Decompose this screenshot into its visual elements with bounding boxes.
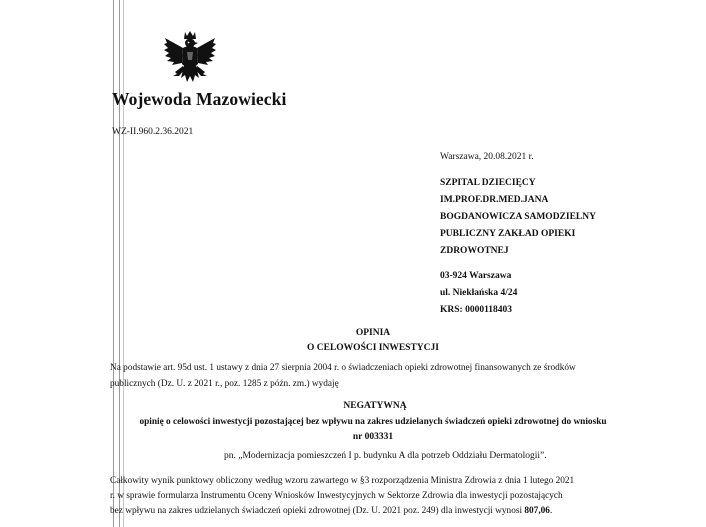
recipient-name-line: IM.PROF.DR.MED.JANA — [440, 195, 549, 205]
legal-basis-paragraph — [110, 360, 650, 392]
score-line — [110, 504, 650, 519]
scan-line — [113, 0, 114, 527]
score-line: r. w sprawie formularza Instrumentu Oceny Wniosków Inwestycyjnych w Sektorze Zdrowia dla inwestycji pozostających — [110, 491, 563, 501]
recipient-name-line: BOGDANOWICZA SAMODZIELNY — [440, 212, 596, 222]
document-title: OPINIA — [355, 328, 391, 338]
legal-basis-line: Na podstawie art. 95d ust. 1 ustawy z dnia 27 sierpnia 2004 r. o świadczeniach opieki zdrowotnej finansowanych ze środków — [110, 363, 576, 373]
document-subtitle: O CELOWOŚCI INWESTYCJI — [307, 343, 439, 353]
recipient-street: ul. Niekłańska 4/24 — [440, 288, 518, 298]
score-value: 807,06 — [524, 506, 550, 516]
score-line: Całkowity wynik punktowy obliczony według wzoru zawartego w §3 rozporządzenia Ministra Zdrowia z dnia 1 lutego 2021 — [110, 476, 575, 486]
polish-eagle-emblem-icon — [163, 30, 217, 88]
recipient-name-line: ZDROWOTNEJ — [440, 246, 509, 256]
scan-line — [119, 0, 120, 527]
reference-number: WZ-II.960.2.36.2021 — [112, 127, 194, 137]
place-and-date: Warszawa, 20.08.2021 r. — [440, 152, 534, 162]
scan-line — [123, 0, 124, 527]
organization-name: Wojewoda Mazowiecki — [112, 89, 287, 109]
recipient-address — [440, 175, 596, 319]
recipient-krs: KRS: 0000118403 — [440, 305, 513, 315]
recipient-name-line: PUBLICZNY ZAKŁAD OPIEKI — [440, 229, 576, 239]
legal-basis-line: publicznych (Dz. U. z 2021 r., poz. 1285 z późn. zm.) wydaję — [110, 379, 339, 389]
score-text: bez wpływu na zakres udzielanych świadczeń opieki zdrowotnej (Dz. U. 2021 poz. 249) dla inwestycji wynosi — [110, 506, 525, 516]
recipient-postal: 03-924 Warszawa — [440, 271, 512, 281]
recipient-name-line: SZPITAL DZIECIĘCY — [440, 178, 536, 188]
score-paragraph — [110, 474, 650, 519]
project-name: pn. „Modernizacja pomieszczeń I p. budynku A dla potrzeb Oddziału Dermatologii”. — [224, 451, 547, 461]
application-number: nr 003331 — [352, 432, 394, 442]
opinion-line: opinię o celowości inwestycji pozostającej bez wpływu na zakres udzielanych świadczeń opieki zdrowotnej do wniosku — [139, 417, 607, 427]
score-text: . — [549, 506, 553, 516]
verdict: NEGATYWNĄ — [343, 401, 407, 411]
